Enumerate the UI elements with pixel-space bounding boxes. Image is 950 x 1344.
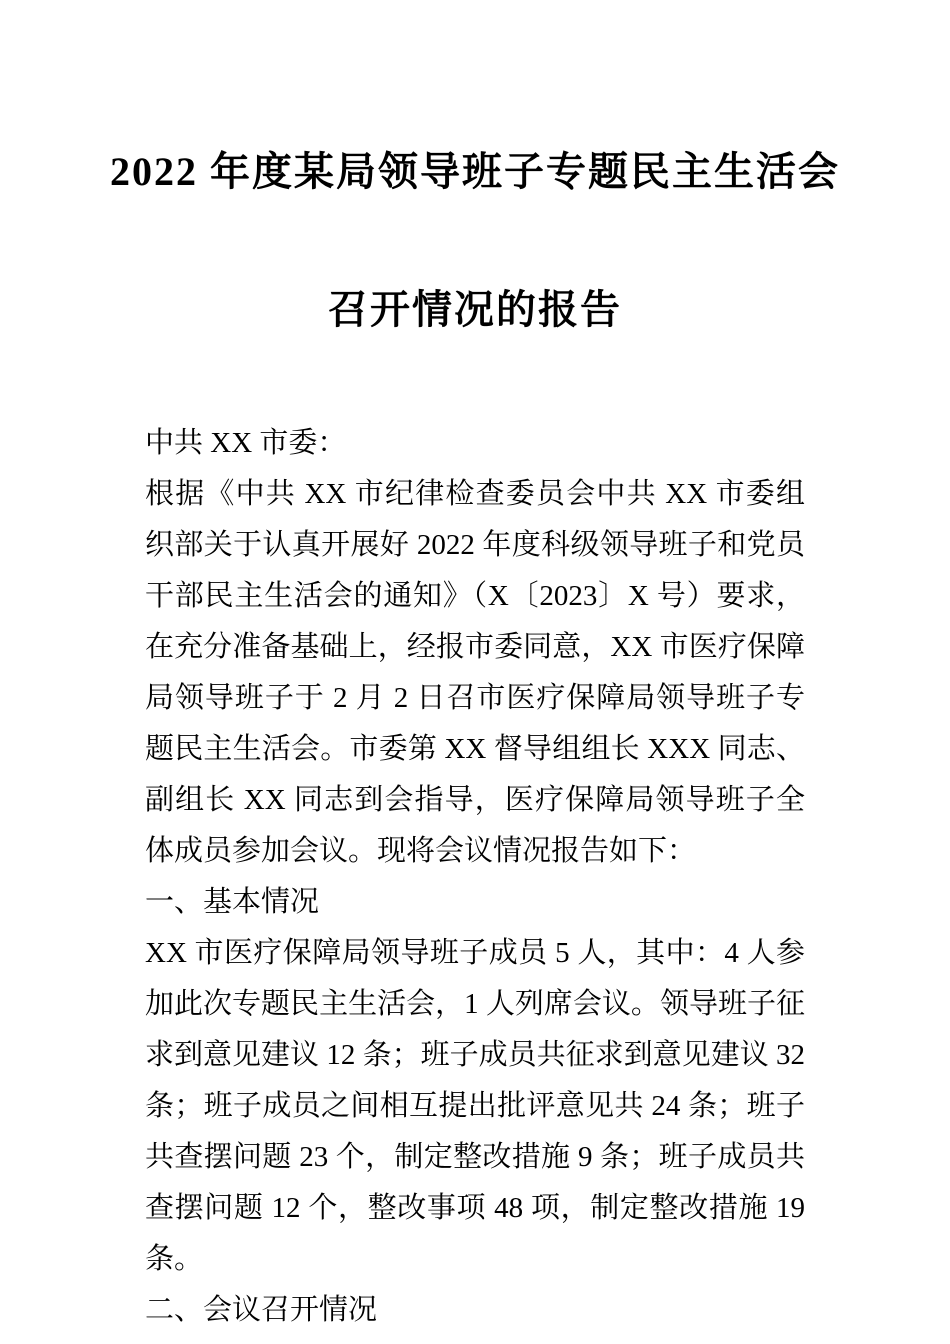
section-1-heading: 一、基本情况 — [145, 886, 320, 918]
salutation: 中共 XX 市委： — [145, 427, 347, 459]
intro-paragraph: 根据《中共 XX 市纪律检查委员会中共 XX 市委组织部关于认真开展好 2022 年度科级领导班子和党员干部民主生活会的通知》（X〔2023〕X 号）要求，在充分准备基础上，经报市委同意，XX 市医疗保障局领导班子于 2 月 2 日召市医疗保障局领导班子专题民主生活会。市委第 XX 督导组组长 XXX 同志、副组长 XX 同志到会指导，医疗保障局领导班子全体成员参加会议。现将会议情况报告如下： — [145, 478, 805, 867]
title-line-1: 2022 年度某局领导班子专题民主生活会 — [110, 149, 840, 194]
section-2-heading: 二、会议召开情况 — [145, 1294, 378, 1326]
document-title — [0, 0, 950, 334]
title-line-2: 召开情况的报告 — [328, 287, 622, 332]
section-1-paragraph: XX 市医疗保障局领导班子成员 5 人，其中：4 人参加此次专题民主生活会，1 人列席会议。领导班子征求到意见建议 12 条；班子成员共征求到意见建议 32 条；班子成员之间相互提出批评意见共 24 条；班子共查摆问题 23 个，制定整改措施 9 条；班子成员共查摆问题 12 个，整改事项 48 项，制定整改措施 19 条。 — [145, 937, 805, 1275]
document-body — [145, 418, 805, 1336]
